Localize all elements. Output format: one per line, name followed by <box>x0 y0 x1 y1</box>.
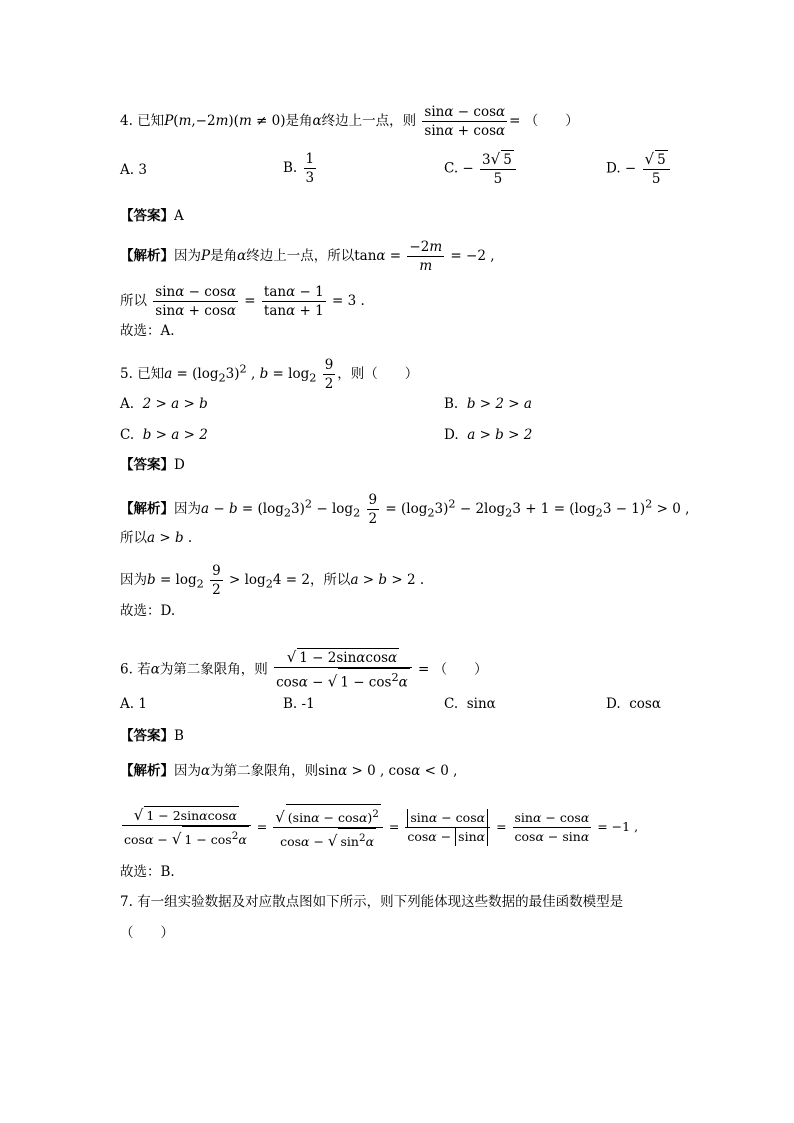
q4-conclusion: 故选：A. <box>120 323 175 339</box>
q5-option-c: C. b > a > 2 <box>120 427 208 443</box>
q4-option-b: B. $\frac{1}{3}$ <box>283 151 315 186</box>
q4-number: 4. <box>120 113 133 129</box>
q4-option-a: A. 3 <box>120 162 147 178</box>
q5-answer: 【答案】D <box>120 457 185 473</box>
q5-stem: 5. 已知$a = (\log_23)^2$ , $b = \log_2$ $\frac{9}{2}$ ，则（ ） <box>120 357 419 392</box>
q5-number: 5. <box>120 366 133 382</box>
q6-option-d: D. cosα <box>606 696 661 712</box>
q4-analysis-line2: 所以 $\frac{\sin\alpha - \cos\alpha}{\sin\alpha + \cos\alpha}$ = $\frac{\tan\alpha - 1}{\tan\alpha + 1}$ = 3 . <box>120 284 365 319</box>
q6-answer: 【答案】B <box>120 728 184 744</box>
q5-option-a: A. 2 > a > b <box>120 396 208 412</box>
q5-conclusion: 故选：D. <box>120 603 176 619</box>
q6-number: 6. <box>120 661 133 678</box>
q7-number: 7. <box>120 894 133 910</box>
q4-option-d: D. − $\frac{√ 5}{5}$ <box>606 150 672 188</box>
q6-stem: 6. 若α为第二象限角，则 $\frac{√ 1 - 2\sin\alpha\cos\alpha}{\cos\alpha - √ 1 - \cos^2\alpha}$ = （ ） <box>120 648 488 691</box>
q6-option-b: B. -1 <box>283 696 315 712</box>
q4-answer: 【答案】A <box>120 208 184 224</box>
q7-paren: （ ） <box>120 925 174 941</box>
q6-conclusion: 故选：B. <box>120 864 175 880</box>
q5-analysis-line1: 【解析】因为$a - b = (\log_23)^2 - \log_2$ $\frac{9}{2}$ = $(\log_23)^2 - 2\log_23 + 1 = (\log_23 - 1)^2 > 0$ , <box>120 492 690 527</box>
q5-analysis-line2: 所以a > b . <box>120 530 193 546</box>
q5-option-b: B. b > 2 > a <box>444 396 532 412</box>
q4-option-c: C. − $\frac{3√ 5}{5}$ <box>444 150 518 188</box>
q6-fraction: $\frac{√ 1 - 2\sin\alpha\cos\alpha}{\cos\alpha - √ 1 - \cos^2\alpha}$ <box>274 648 412 692</box>
q4-analysis-line1: 【解析】因为P是角α终边上一点，所以tanα = $\frac{-2m}{m}$ = −2 , <box>120 239 495 274</box>
q6-option-c: C. sinα <box>444 696 496 712</box>
q4-fraction: $\frac{\sin\alpha - \cos\alpha}{\sin\alpha + \cos\alpha}$ <box>424 104 506 139</box>
q6-analysis-line2: $\frac{√ 1 - 2\sin\alpha\cos\alpha}{\cos\alpha - √ 1 - \cos^2\alpha}$ = $\frac{√ (\sin\alpha - \cos\alpha)^2}{\cos\alpha - √ \sin^2\alpha}$ = $\frac{\sin\alpha - \cos\alpha}{\cos\alpha - \sin\alpha}$ = $\frac{\sin\alpha - \cos\alpha}{\cos\alpha - \sin\alpha}$ = −1 , <box>120 804 638 851</box>
q5-analysis-line3: 因为$b = \log_2$ $\frac{9}{2}$ > $\log_24 = 2$，所以a > b > 2 . <box>120 563 425 598</box>
q6-analysis-line1: 【解析】因为α为第二象限角，则sinα > 0 , cosα < 0 , <box>120 763 458 779</box>
q6-option-a: A. 1 <box>120 696 147 712</box>
q5-option-d: D. a > b > 2 <box>444 427 533 443</box>
q4-stem: 4. 已知P(m,−2m)(m ≠ 0)是角α终边上一点，则 $\frac{\sin\alpha - \cos\alpha}{\sin\alpha + \cos\alpha}$ = （ ） <box>120 104 579 139</box>
q7-stem: 7. 有一组实验数据及对应散点图如下所示，则下列能体现这些数据的最佳函数模型是 <box>120 894 624 910</box>
